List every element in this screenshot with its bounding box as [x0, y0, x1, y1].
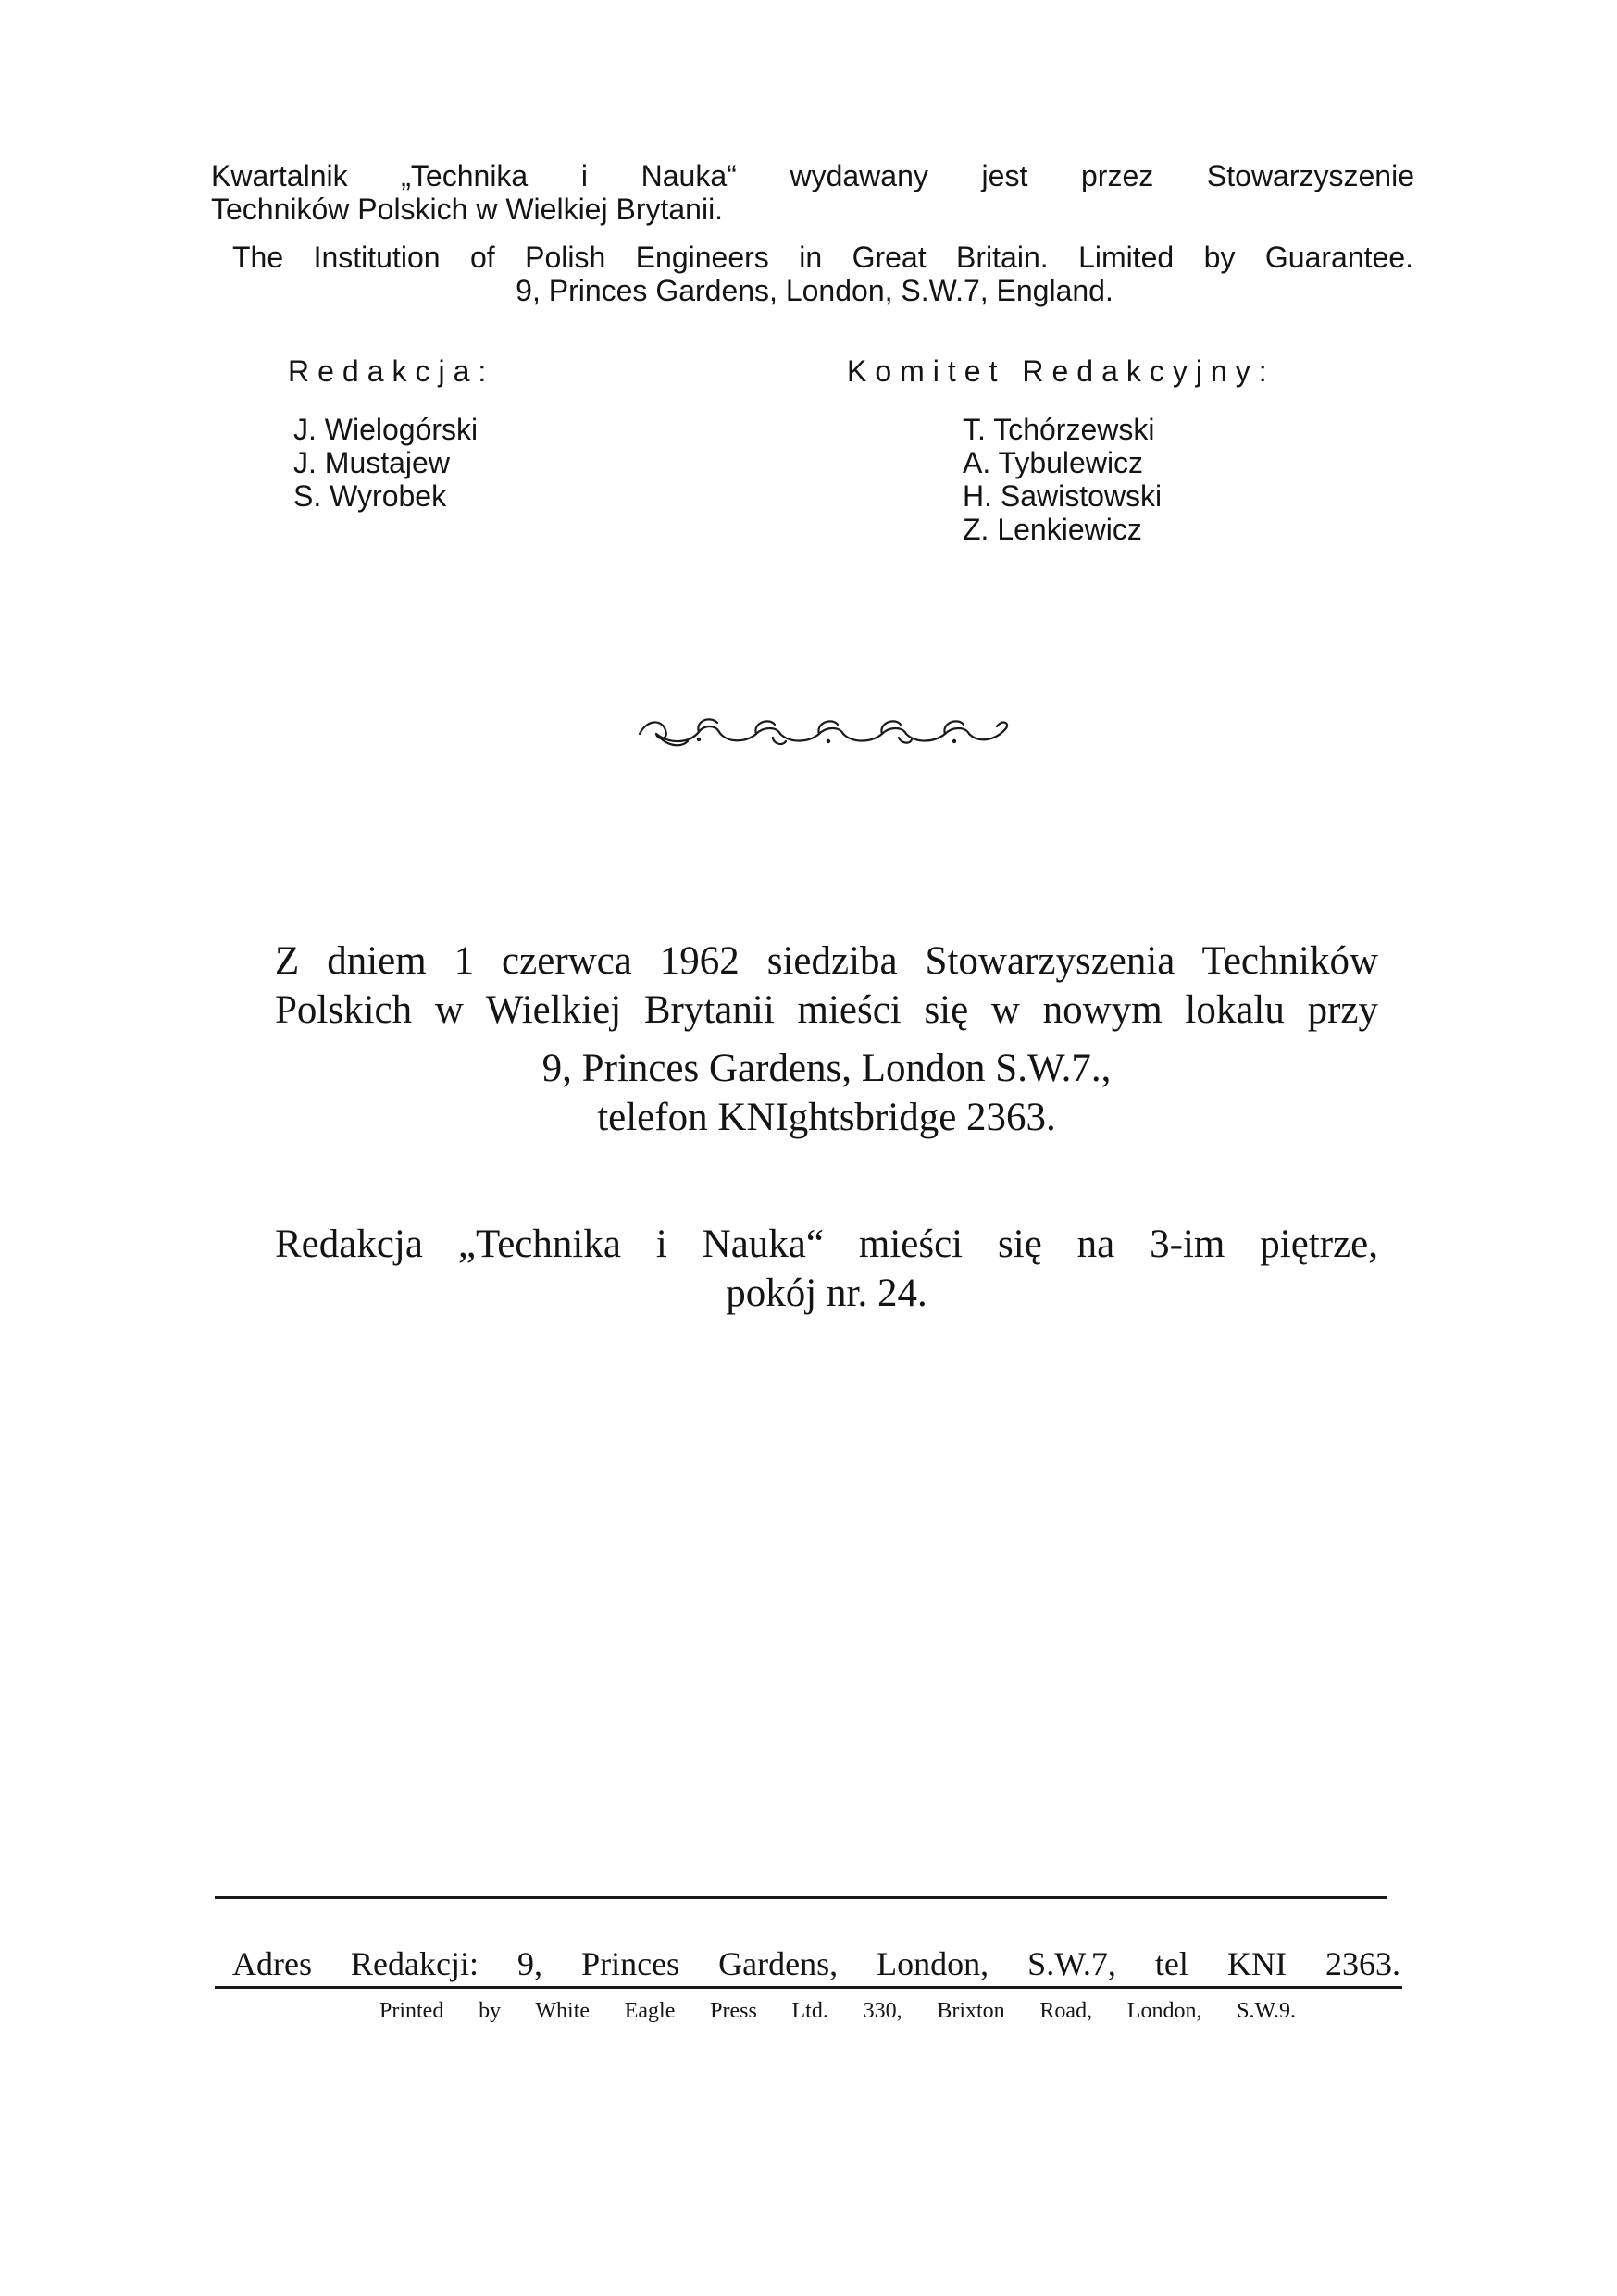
publication-statement-line-1: Kwartalnik „Technika i Nauka“ wydawany jest przez Stowarzyszenie	[211, 159, 1414, 192]
editorial-member: J. Mustajew	[293, 446, 450, 479]
notice-line-2: Polskich w Wielkiej Brytanii mieści się w nowym lokalu przy	[275, 988, 1378, 1032]
institution-address: 9, Princes Gardens, London, S.W.7, England.	[516, 274, 1113, 307]
ornament-divider	[634, 706, 1014, 751]
editorial-office-room: pokój nr. 24.	[726, 1272, 927, 1315]
committee-heading: Komitet Redakcyjny:	[847, 354, 1275, 388]
committee-members-list	[963, 413, 1162, 546]
footer-address: Adres Redakcji: 9, Princes Gardens, London, S.W.7, tel KNI 2363.	[232, 1945, 1400, 1982]
notice-telephone: telefon KNIghtsbridge 2363.	[597, 1096, 1056, 1139]
editorial-members-list	[293, 413, 478, 513]
committee-member: A. Tybulewicz	[963, 446, 1144, 479]
institution-name: The Institution of Polish Engineers in Great Britain. Limited by Guarantee.	[232, 241, 1413, 274]
footer-rule-bottom	[215, 1986, 1402, 1989]
notice-line-1: Z dniem 1 czerwca 1962 siedziba Stowarzyszenia Techników	[275, 939, 1378, 983]
committee-member: T. Tchórzewski	[963, 413, 1155, 446]
editorial-heading: Redakcja:	[288, 354, 495, 388]
editorial-office-notice: Redakcja „Technika i Nauka“ mieści się na 3-im piętrze,	[275, 1222, 1378, 1266]
printer-imprint: Printed by White Eagle Press Ltd. 330, Brixton Road, London, S.W.9.	[379, 1999, 1296, 2023]
committee-member: H. Sawistowski	[963, 479, 1163, 513]
notice-address: 9, Princes Gardens, London S.W.7.,	[541, 1047, 1112, 1090]
editorial-member: J. Wielogórski	[293, 413, 479, 446]
committee-member: Z. Lenkiewicz	[963, 513, 1142, 546]
publication-statement-line-2: Techników Polskich w Wielkiej Brytanii.	[211, 192, 724, 226]
editorial-member: S. Wyrobek	[293, 479, 447, 513]
footer-rule-top	[215, 1896, 1387, 1899]
